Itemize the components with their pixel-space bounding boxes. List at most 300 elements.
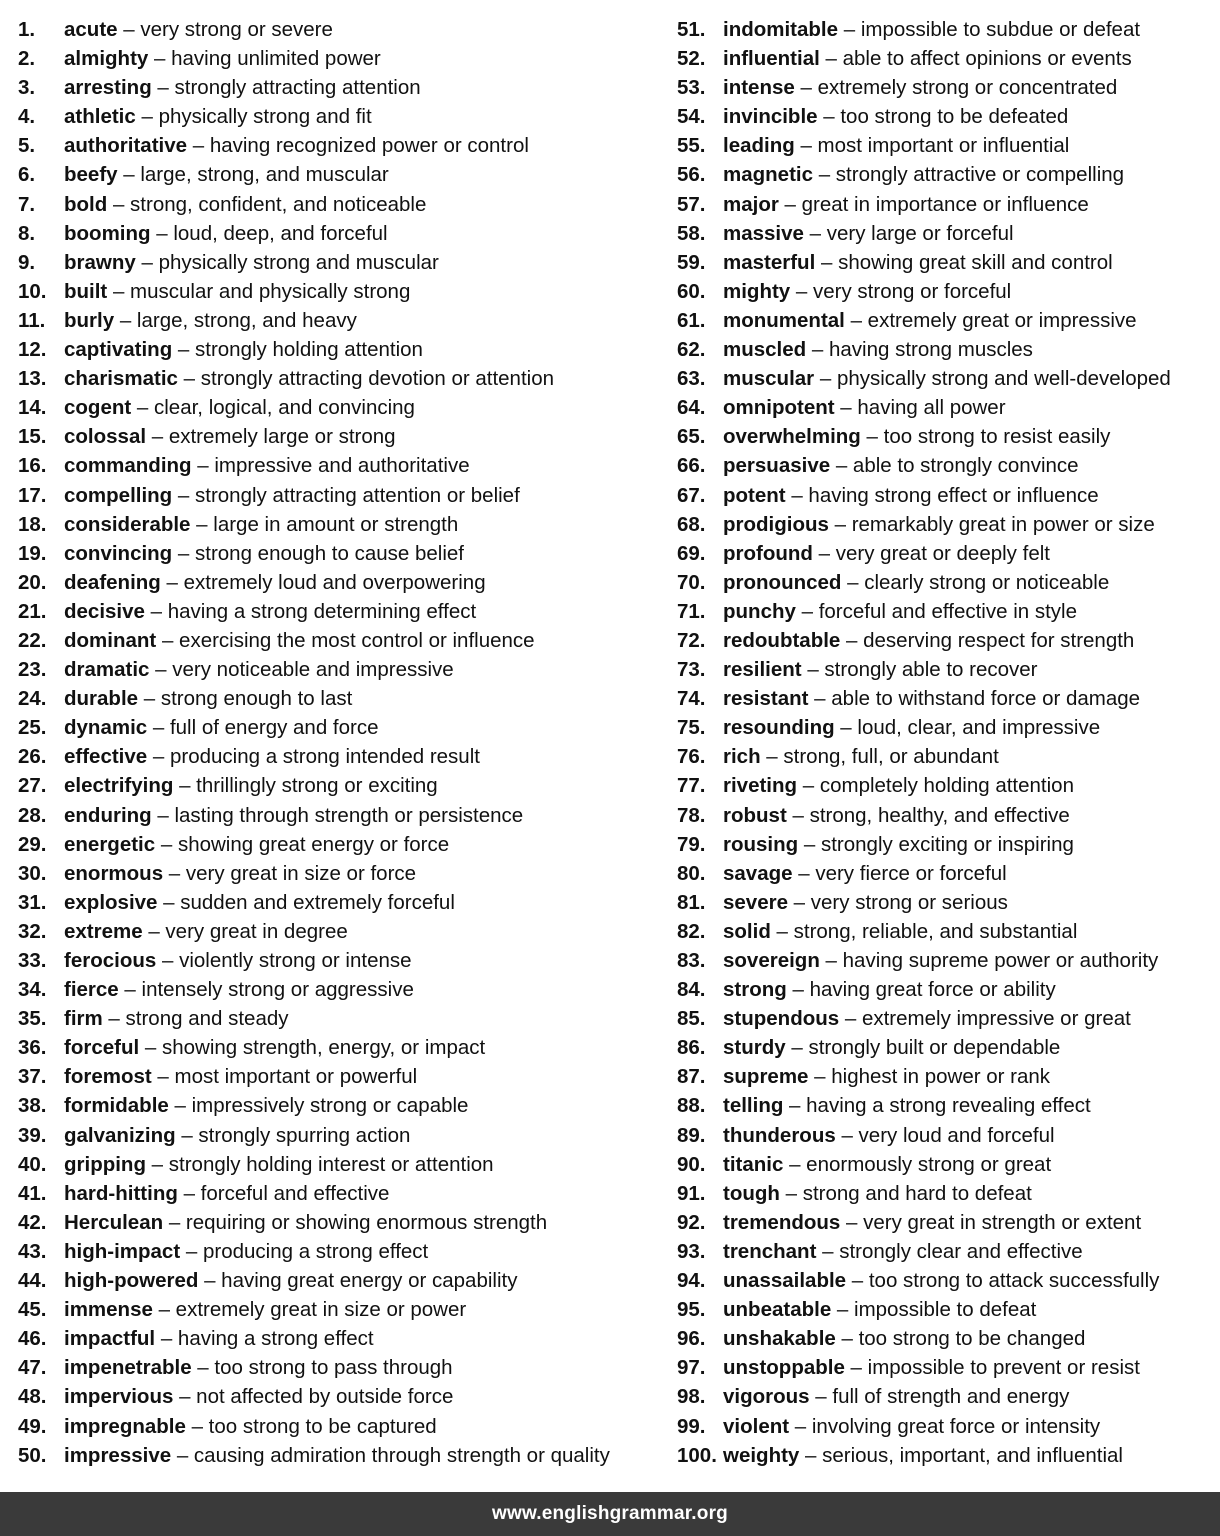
item-number: 63. xyxy=(677,367,706,391)
list-item xyxy=(18,306,628,335)
item-word: unstoppable xyxy=(723,1356,845,1380)
list-item xyxy=(677,102,1217,131)
item-text xyxy=(723,364,1171,393)
item-text xyxy=(723,1033,1060,1062)
list-item xyxy=(18,1441,628,1470)
item-number: 41. xyxy=(18,1181,47,1205)
item-definition: – strong enough to cause belief xyxy=(172,541,464,565)
list-item xyxy=(677,160,1217,189)
item-definition: – impressive and authoritative xyxy=(191,454,470,478)
item-text xyxy=(723,830,1074,859)
footer-bar xyxy=(0,1492,1220,1536)
item-word: magnetic xyxy=(723,163,813,187)
item-number: 6. xyxy=(18,163,36,187)
item-definition: – great in importance or influence xyxy=(778,192,1089,216)
item-word: vigorous xyxy=(723,1385,810,1409)
item-definition: – most important or influential xyxy=(794,134,1070,158)
item-number: 5. xyxy=(18,134,36,158)
item-word: solid xyxy=(723,919,771,943)
item-number: 66. xyxy=(677,454,706,478)
item-definition: – exercising the most control or influence xyxy=(156,628,535,652)
item-word: indomitable xyxy=(723,18,839,41)
item-word: built xyxy=(64,279,108,303)
item-definition: – strong, reliable, and substantial xyxy=(770,919,1078,943)
item-definition: – large in amount or strength xyxy=(190,512,459,536)
item-number: 28. xyxy=(18,803,47,827)
footer-website-link[interactable]: www.englishgrammar.org xyxy=(492,1503,728,1524)
item-definition: – enormously strong or great xyxy=(783,1152,1052,1176)
item-text xyxy=(723,306,1137,335)
item-text xyxy=(64,1004,289,1033)
item-text xyxy=(723,451,1079,480)
item-word: impenetrable xyxy=(64,1356,192,1380)
list-item xyxy=(18,1091,628,1120)
item-number: 3. xyxy=(18,76,36,100)
item-number: 59. xyxy=(677,250,706,274)
item-word: mighty xyxy=(723,279,791,303)
list-item xyxy=(18,946,628,975)
list-item xyxy=(677,73,1217,102)
list-item xyxy=(677,539,1217,568)
item-text xyxy=(723,801,1070,830)
list-item xyxy=(677,713,1217,742)
list-item xyxy=(677,510,1217,539)
item-word: high-impact xyxy=(64,1239,181,1263)
list-item xyxy=(18,1033,628,1062)
item-definition: – very great in size or force xyxy=(163,861,417,885)
item-definition: – impossible to defeat xyxy=(831,1298,1037,1322)
item-number: 20. xyxy=(18,570,47,594)
item-word: prodigious xyxy=(723,512,829,536)
item-word: resilient xyxy=(723,658,802,682)
item-number: 82. xyxy=(677,919,706,943)
item-word: Herculean xyxy=(64,1210,164,1234)
item-word: tough xyxy=(723,1181,780,1205)
item-text xyxy=(723,248,1113,277)
item-number: 93. xyxy=(677,1239,706,1263)
item-definition: – very great or deeply felt xyxy=(812,541,1050,565)
item-text xyxy=(723,597,1077,626)
item-text xyxy=(64,539,464,568)
item-definition: – physically strong and fit xyxy=(135,105,372,129)
list-item xyxy=(18,684,628,713)
item-word: colossal xyxy=(64,425,147,449)
item-word: enduring xyxy=(64,803,152,827)
item-definition: – strongly holding attention xyxy=(172,338,423,362)
item-text xyxy=(723,742,999,771)
list-item xyxy=(677,975,1217,1004)
word-list-column-right xyxy=(677,15,1217,1470)
list-item xyxy=(677,1091,1217,1120)
item-word: firm xyxy=(64,1007,103,1031)
item-word: trenchant xyxy=(723,1239,817,1263)
item-definition: – strong enough to last xyxy=(138,687,353,711)
item-text xyxy=(64,1266,517,1295)
item-definition: – full of strength and energy xyxy=(809,1385,1070,1409)
item-word: overwhelming xyxy=(723,425,861,449)
item-text xyxy=(723,1382,1069,1411)
list-item xyxy=(18,917,628,946)
item-definition: – too strong to be defeated xyxy=(817,105,1069,129)
item-number: 8. xyxy=(18,221,36,245)
item-text xyxy=(723,102,1068,131)
item-word: durable xyxy=(64,687,139,711)
list-item xyxy=(677,742,1217,771)
item-word: considerable xyxy=(64,512,191,536)
list-item xyxy=(18,393,628,422)
list-item xyxy=(677,888,1217,917)
item-definition: – clear, logical, and convincing xyxy=(131,396,415,420)
item-text xyxy=(64,248,439,277)
item-number: 86. xyxy=(677,1036,706,1060)
item-text xyxy=(64,597,476,626)
list-item xyxy=(677,364,1217,393)
item-word: titanic xyxy=(723,1152,784,1176)
item-number: 75. xyxy=(677,716,706,740)
item-definition: – extremely great or impressive xyxy=(844,308,1137,332)
item-word: galvanizing xyxy=(64,1123,176,1147)
list-item xyxy=(677,44,1217,73)
item-word: immense xyxy=(64,1298,153,1322)
item-definition: – having a strong revealing effect xyxy=(783,1094,1091,1118)
list-item xyxy=(18,73,628,102)
item-text xyxy=(723,1208,1141,1237)
item-number: 4. xyxy=(18,105,36,129)
item-definition: – impossible to subdue or defeat xyxy=(838,18,1141,41)
item-word: burly xyxy=(64,308,115,332)
item-number: 27. xyxy=(18,774,47,798)
item-definition: – very large or forceful xyxy=(803,221,1014,245)
list-item xyxy=(18,102,628,131)
item-text xyxy=(64,1441,610,1470)
item-text xyxy=(723,73,1117,102)
list-item xyxy=(677,1295,1217,1324)
item-text xyxy=(723,1441,1123,1470)
item-text xyxy=(64,44,381,73)
item-number: 85. xyxy=(677,1007,706,1031)
item-word: riveting xyxy=(723,774,798,798)
item-text xyxy=(723,1091,1091,1120)
list-item xyxy=(677,917,1217,946)
list-item xyxy=(18,1062,628,1091)
item-text xyxy=(723,131,1069,160)
item-number: 91. xyxy=(677,1181,706,1205)
item-word: dynamic xyxy=(64,716,148,740)
item-text xyxy=(64,771,438,800)
item-number: 35. xyxy=(18,1007,47,1031)
item-definition: – loud, deep, and forceful xyxy=(150,221,388,245)
item-definition: – producing a strong intended result xyxy=(147,745,480,769)
item-number: 45. xyxy=(18,1298,47,1322)
item-number: 1. xyxy=(18,18,36,41)
item-text xyxy=(64,975,414,1004)
item-text xyxy=(723,1150,1051,1179)
item-text xyxy=(723,190,1089,219)
item-word: savage xyxy=(723,861,793,885)
item-definition: – remarkably great in power or size xyxy=(828,512,1155,536)
list-item xyxy=(18,1266,628,1295)
item-word: masterful xyxy=(723,250,816,274)
list-item xyxy=(18,131,628,160)
item-word: supreme xyxy=(723,1065,809,1089)
list-item xyxy=(18,975,628,1004)
item-text xyxy=(723,626,1134,655)
item-definition: – strongly clear and effective xyxy=(816,1239,1083,1263)
item-word: invincible xyxy=(723,105,818,129)
item-definition: – full of energy and force xyxy=(147,716,379,740)
list-item xyxy=(677,451,1217,480)
item-text xyxy=(723,1004,1131,1033)
item-word: energetic xyxy=(64,832,156,856)
item-number: 48. xyxy=(18,1385,47,1409)
item-number: 77. xyxy=(677,774,706,798)
item-number: 58. xyxy=(677,221,706,245)
item-text xyxy=(64,451,470,480)
item-word: brawny xyxy=(64,250,136,274)
list-item xyxy=(18,248,628,277)
item-text xyxy=(723,510,1155,539)
list-item xyxy=(18,1412,628,1441)
item-text xyxy=(64,481,520,510)
item-definition: – too strong to resist easily xyxy=(860,425,1111,449)
item-definition: – intensely strong or aggressive xyxy=(118,978,414,1002)
list-item xyxy=(18,1004,628,1033)
item-word: omnipotent xyxy=(723,396,835,420)
item-definition: – strongly attracting attention xyxy=(151,76,421,100)
item-definition: – highest in power or rank xyxy=(808,1065,1051,1089)
item-word: gripping xyxy=(64,1152,146,1176)
item-number: 30. xyxy=(18,861,47,885)
list-item xyxy=(18,510,628,539)
item-word: effective xyxy=(64,745,148,769)
item-text xyxy=(723,1295,1036,1324)
item-word: electrifying xyxy=(64,774,174,798)
item-word: convincing xyxy=(64,541,173,565)
item-definition: – able to withstand force or damage xyxy=(808,687,1141,711)
list-item xyxy=(18,1121,628,1150)
item-word: resounding xyxy=(723,716,835,740)
list-item xyxy=(18,15,628,44)
item-word: weighty xyxy=(723,1443,800,1467)
list-item xyxy=(18,1150,628,1179)
item-number: 40. xyxy=(18,1152,47,1176)
item-word: intense xyxy=(723,76,795,100)
item-definition: – showing great energy or force xyxy=(155,832,450,856)
item-text xyxy=(723,219,1014,248)
item-text xyxy=(64,568,486,597)
item-text xyxy=(64,626,535,655)
item-text xyxy=(64,1062,417,1091)
item-text xyxy=(723,975,1056,1004)
item-number: 18. xyxy=(18,512,47,536)
item-definition: – very noticeable and impressive xyxy=(149,658,454,682)
item-word: tremendous xyxy=(723,1210,841,1234)
item-definition: – very strong or serious xyxy=(787,890,1008,914)
item-text xyxy=(64,131,529,160)
item-word: foremost xyxy=(64,1065,152,1089)
item-definition: – strong and hard to defeat xyxy=(779,1181,1032,1205)
item-number: 9. xyxy=(18,250,36,274)
item-text xyxy=(64,1295,466,1324)
item-word: enormous xyxy=(64,861,164,885)
item-definition: – showing great skill and control xyxy=(815,250,1113,274)
item-number: 12. xyxy=(18,338,47,362)
item-number: 52. xyxy=(677,47,706,71)
item-word: deafening xyxy=(64,570,161,594)
list-item xyxy=(18,277,628,306)
item-text xyxy=(64,801,523,830)
item-word: dramatic xyxy=(64,658,150,682)
list-item xyxy=(677,1004,1217,1033)
item-definition: – extremely strong or concentrated xyxy=(794,76,1118,100)
item-definition: – impressively strong or capable xyxy=(168,1094,469,1118)
list-item xyxy=(18,771,628,800)
item-text xyxy=(64,190,426,219)
item-number: 31. xyxy=(18,890,47,914)
item-number: 95. xyxy=(677,1298,706,1322)
item-number: 62. xyxy=(677,338,706,362)
item-word: commanding xyxy=(64,454,192,478)
item-definition: – impossible to prevent or resist xyxy=(844,1356,1140,1380)
item-number: 97. xyxy=(677,1356,706,1380)
item-definition: – extremely impressive or great xyxy=(839,1007,1131,1031)
item-number: 47. xyxy=(18,1356,47,1380)
item-word: resistant xyxy=(723,687,809,711)
list-item xyxy=(18,364,628,393)
item-number: 13. xyxy=(18,367,47,391)
list-item xyxy=(18,597,628,626)
item-definition: – strongly exciting or inspiring xyxy=(798,832,1074,856)
item-number: 19. xyxy=(18,541,47,565)
item-definition: – involving great force or intensity xyxy=(789,1414,1101,1438)
item-word: punchy xyxy=(723,599,796,623)
item-text xyxy=(64,1033,485,1062)
item-number: 73. xyxy=(677,658,706,682)
item-number: 80. xyxy=(677,861,706,885)
item-number: 29. xyxy=(18,832,47,856)
list-item xyxy=(18,1324,628,1353)
list-item xyxy=(677,1266,1217,1295)
list-item xyxy=(677,1237,1217,1266)
item-word: massive xyxy=(723,221,804,245)
item-number: 76. xyxy=(677,745,706,769)
list-item xyxy=(18,1382,628,1411)
item-number: 100. xyxy=(677,1443,717,1467)
item-word: bold xyxy=(64,192,108,216)
item-definition: – large, strong, and heavy xyxy=(114,308,357,332)
item-number: 42. xyxy=(18,1210,47,1234)
item-definition: – producing a strong effect xyxy=(180,1239,429,1263)
item-text xyxy=(723,684,1140,713)
item-number: 87. xyxy=(677,1065,706,1089)
item-definition: – strongly attracting attention or belief xyxy=(172,483,520,507)
item-text xyxy=(64,1208,547,1237)
item-number: 67. xyxy=(677,483,706,507)
item-definition: – not affected by outside force xyxy=(173,1385,454,1409)
list-item xyxy=(677,248,1217,277)
list-item xyxy=(18,626,628,655)
item-text xyxy=(64,684,352,713)
item-number: 74. xyxy=(677,687,706,711)
item-number: 14. xyxy=(18,396,47,420)
item-definition: – strongly spurring action xyxy=(175,1123,411,1147)
item-text xyxy=(64,1412,437,1441)
item-text xyxy=(64,830,449,859)
item-definition: – showing strength, energy, or impact xyxy=(139,1036,486,1060)
item-text xyxy=(64,15,333,44)
item-number: 96. xyxy=(677,1327,706,1351)
item-word: cogent xyxy=(64,396,132,420)
list-item xyxy=(18,801,628,830)
item-text xyxy=(723,1237,1083,1266)
item-definition: – too strong to be changed xyxy=(835,1327,1086,1351)
item-number: 69. xyxy=(677,541,706,565)
item-word: ferocious xyxy=(64,949,157,972)
item-definition: – having supreme power or authority xyxy=(819,949,1159,972)
item-definition: – strong, confident, and noticeable xyxy=(107,192,427,216)
item-word: sturdy xyxy=(723,1036,786,1060)
item-word: arresting xyxy=(64,76,152,100)
item-text xyxy=(64,713,379,742)
list-item xyxy=(677,277,1217,306)
item-definition: – strong, healthy, and effective xyxy=(786,803,1070,827)
item-number: 24. xyxy=(18,687,47,711)
list-item xyxy=(677,597,1217,626)
list-item xyxy=(18,539,628,568)
item-number: 53. xyxy=(677,76,706,100)
item-definition: – very strong or forceful xyxy=(790,279,1012,303)
item-definition: – able to affect opinions or events xyxy=(819,47,1132,71)
item-definition: – strongly holding interest or attention xyxy=(145,1152,494,1176)
item-word: fierce xyxy=(64,978,119,1002)
item-definition: – requiring or showing enormous strength xyxy=(163,1210,548,1234)
item-definition: – strongly built or dependable xyxy=(785,1036,1061,1060)
item-number: 16. xyxy=(18,454,47,478)
list-item xyxy=(18,44,628,73)
item-text xyxy=(64,277,410,306)
item-word: severe xyxy=(723,890,788,914)
list-item xyxy=(677,481,1217,510)
item-definition: – too strong to be captured xyxy=(185,1414,437,1438)
item-number: 78. xyxy=(677,803,706,827)
item-text xyxy=(723,859,1007,888)
item-word: booming xyxy=(64,221,151,245)
item-word: stupendous xyxy=(723,1007,840,1031)
item-word: robust xyxy=(723,803,787,827)
item-word: potent xyxy=(723,483,786,507)
item-word: unbeatable xyxy=(723,1298,832,1322)
list-item xyxy=(18,422,628,451)
item-word: strong xyxy=(723,978,787,1002)
item-definition: – very loud and forceful xyxy=(835,1123,1055,1147)
item-text xyxy=(64,1179,389,1208)
item-text xyxy=(64,742,480,771)
item-number: 2. xyxy=(18,47,36,71)
item-word: muscled xyxy=(723,338,807,362)
item-definition: – strongly attracting devotion or attention xyxy=(177,367,555,391)
item-text xyxy=(64,1324,374,1353)
item-number: 68. xyxy=(677,512,706,536)
item-text xyxy=(723,713,1100,742)
item-definition: – having recognized power or control xyxy=(187,134,529,158)
item-word: persuasive xyxy=(723,454,831,478)
item-number: 83. xyxy=(677,949,706,972)
item-number: 70. xyxy=(677,570,706,594)
list-item xyxy=(677,859,1217,888)
item-definition: – forceful and effective xyxy=(177,1181,390,1205)
list-item xyxy=(677,1033,1217,1062)
item-number: 84. xyxy=(677,978,706,1002)
